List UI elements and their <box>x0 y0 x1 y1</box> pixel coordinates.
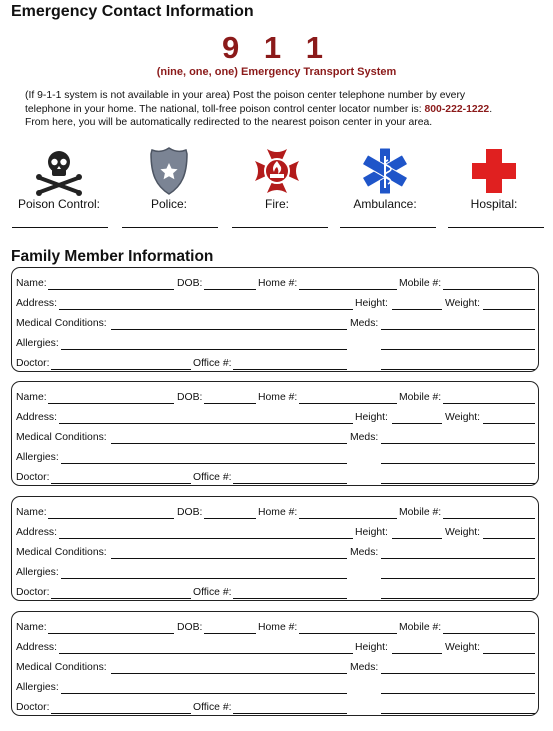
address-field[interactable] <box>59 538 353 539</box>
height-label: Height: <box>355 412 388 423</box>
medical-conditions-label: Medical Conditions: <box>16 662 107 673</box>
office-phone-field[interactable] <box>233 713 347 714</box>
family-member-card <box>11 611 539 716</box>
address-field[interactable] <box>59 653 353 654</box>
office-phone-field[interactable] <box>233 598 347 599</box>
service-label-ambulance: Ambulance: <box>353 197 417 211</box>
service-label-fire: Fire: <box>265 197 289 211</box>
meds-field-continued[interactable] <box>381 369 535 370</box>
dob-label: DOB: <box>177 622 203 633</box>
office-phone-label: Office #: <box>193 358 232 369</box>
dob-label: DOB: <box>177 278 203 289</box>
doctor-field[interactable] <box>51 369 191 370</box>
police-number-line[interactable] <box>122 227 218 228</box>
family-section-title: Family Member Information <box>11 248 214 265</box>
instructions-line-2: telephone in your home. The national, toll-free poison control center locator number is: 800-222-1222. <box>25 103 493 115</box>
dob-field[interactable] <box>204 633 256 634</box>
weight-field[interactable] <box>483 653 535 654</box>
allergies-label: Allergies: <box>16 567 59 578</box>
address-field[interactable] <box>59 309 353 310</box>
instructions-line-1: (If 9-1-1 system is not available in your area) Post the poison center telephone number by every <box>25 90 466 101</box>
dob-label: DOB: <box>177 392 203 403</box>
meds-field-continued[interactable] <box>381 483 535 484</box>
hospital-number-line[interactable] <box>448 227 544 228</box>
office-phone-label: Office #: <box>193 702 232 713</box>
doctor-field[interactable] <box>51 598 191 599</box>
name-field[interactable] <box>48 518 174 519</box>
page-title: Emergency Contact Information <box>11 3 254 20</box>
weight-label: Weight: <box>445 298 481 309</box>
doctor-label: Doctor: <box>16 472 50 483</box>
meds-label: Meds: <box>350 547 379 558</box>
weight-field[interactable] <box>483 423 535 424</box>
meds-label: Meds: <box>350 662 379 673</box>
height-field[interactable] <box>392 309 442 310</box>
doctor-label: Doctor: <box>16 358 50 369</box>
doctor-label: Doctor: <box>16 587 50 598</box>
weight-label: Weight: <box>445 527 481 538</box>
address-label: Address: <box>16 527 58 538</box>
medical-conditions-field[interactable] <box>111 558 347 559</box>
office-phone-label: Office #: <box>193 587 232 598</box>
meds-field[interactable] <box>381 673 535 674</box>
service-label-poison-control: Poison Control: <box>17 197 101 211</box>
mobile-phone-field[interactable] <box>443 518 535 519</box>
doctor-label: Doctor: <box>16 702 50 713</box>
height-field[interactable] <box>392 423 442 424</box>
mobile-phone-label: Mobile #: <box>399 622 442 633</box>
weight-label: Weight: <box>445 412 481 423</box>
weight-field[interactable] <box>483 309 535 310</box>
address-label: Address: <box>16 642 58 653</box>
meds-label: Meds: <box>350 318 379 329</box>
home-phone-field[interactable] <box>299 518 397 519</box>
meds-field-continued[interactable] <box>381 578 535 579</box>
meds-field-continued[interactable] <box>381 349 535 350</box>
dob-label: DOB: <box>177 507 203 518</box>
maltese-cross-icon <box>252 146 302 196</box>
police-badge-icon <box>144 146 194 196</box>
dob-field[interactable] <box>204 518 256 519</box>
name-label: Name: <box>16 278 47 289</box>
meds-field-continued[interactable] <box>381 693 535 694</box>
doctor-field[interactable] <box>51 713 191 714</box>
name-label: Name: <box>16 507 47 518</box>
meds-field-continued[interactable] <box>381 713 535 714</box>
family-member-card <box>11 381 539 486</box>
height-label: Height: <box>355 527 388 538</box>
medical-conditions-field[interactable] <box>111 329 347 330</box>
family-member-card <box>11 267 539 372</box>
dob-field[interactable] <box>204 289 256 290</box>
office-phone-field[interactable] <box>233 369 347 370</box>
allergies-field[interactable] <box>61 693 347 694</box>
emergency-subtitle: (nine, one, one) Emergency Transport System <box>156 66 397 78</box>
dob-field[interactable] <box>204 403 256 404</box>
height-label: Height: <box>355 298 388 309</box>
mobile-phone-label: Mobile #: <box>399 392 442 403</box>
star-of-life-icon <box>360 146 410 196</box>
height-label: Height: <box>355 642 388 653</box>
height-field[interactable] <box>392 653 442 654</box>
meds-field[interactable] <box>381 558 535 559</box>
red-cross-icon <box>469 146 519 196</box>
height-field[interactable] <box>392 538 442 539</box>
medical-conditions-label: Medical Conditions: <box>16 547 107 558</box>
ambulance-number-line[interactable] <box>340 227 436 228</box>
name-label: Name: <box>16 622 47 633</box>
meds-label: Meds: <box>350 432 379 443</box>
weight-field[interactable] <box>483 538 535 539</box>
weight-label: Weight: <box>445 642 481 653</box>
mobile-phone-label: Mobile #: <box>399 278 442 289</box>
home-phone-label: Home #: <box>258 622 298 633</box>
emergency-number: 9 1 1 <box>222 30 331 65</box>
meds-field-continued[interactable] <box>381 463 535 464</box>
medical-conditions-field[interactable] <box>111 673 347 674</box>
name-field[interactable] <box>48 289 174 290</box>
skull-crossbones-icon <box>34 146 84 196</box>
allergies-field[interactable] <box>61 463 347 464</box>
service-label-police: Police: <box>150 197 188 211</box>
home-phone-field[interactable] <box>299 403 397 404</box>
name-field[interactable] <box>48 403 174 404</box>
instructions-line-3: From here, you will be automatically redirected to the nearest poison center in your area. <box>25 117 433 128</box>
mobile-phone-label: Mobile #: <box>399 507 442 518</box>
home-phone-label: Home #: <box>258 507 298 518</box>
poison-control-number-line[interactable] <box>12 227 108 228</box>
meds-field-continued[interactable] <box>381 598 535 599</box>
allergies-label: Allergies: <box>16 452 59 463</box>
poison-hotline-number: 800-222-1222 <box>424 103 490 115</box>
address-field[interactable] <box>59 423 353 424</box>
medical-conditions-label: Medical Conditions: <box>16 432 107 443</box>
medical-conditions-label: Medical Conditions: <box>16 318 107 329</box>
name-label: Name: <box>16 392 47 403</box>
meds-field[interactable] <box>381 443 535 444</box>
office-phone-field[interactable] <box>233 483 347 484</box>
mobile-phone-field[interactable] <box>443 403 535 404</box>
office-phone-label: Office #: <box>193 472 232 483</box>
service-label-hospital: Hospital: <box>470 197 518 211</box>
fire-number-line[interactable] <box>232 227 328 228</box>
address-label: Address: <box>16 298 58 309</box>
poison-center-instructions <box>25 89 535 130</box>
home-phone-field[interactable] <box>299 289 397 290</box>
family-member-card <box>11 496 539 601</box>
medical-conditions-field[interactable] <box>111 443 347 444</box>
doctor-field[interactable] <box>51 483 191 484</box>
home-phone-label: Home #: <box>258 392 298 403</box>
meds-field[interactable] <box>381 329 535 330</box>
name-field[interactable] <box>48 633 174 634</box>
address-label: Address: <box>16 412 58 423</box>
home-phone-label: Home #: <box>258 278 298 289</box>
allergies-label: Allergies: <box>16 682 59 693</box>
allergies-field[interactable] <box>61 349 347 350</box>
home-phone-field[interactable] <box>299 633 397 634</box>
allergies-label: Allergies: <box>16 338 59 349</box>
mobile-phone-field[interactable] <box>443 633 535 634</box>
allergies-field[interactable] <box>61 578 347 579</box>
mobile-phone-field[interactable] <box>443 289 535 290</box>
